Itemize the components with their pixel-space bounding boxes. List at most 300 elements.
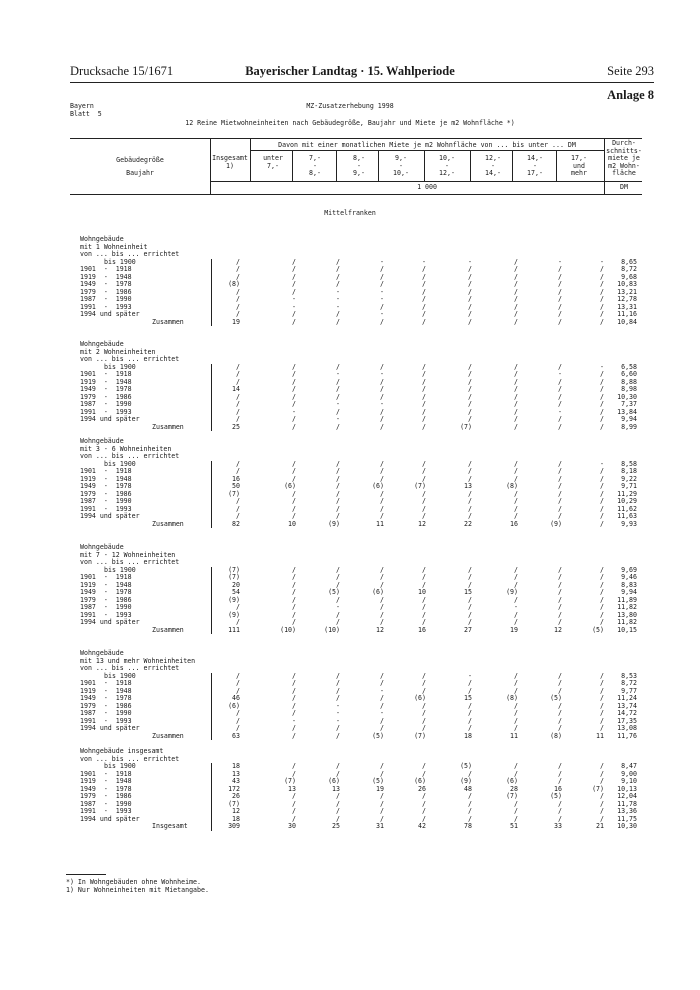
row-label: 1991 - 1993 (80, 716, 132, 725)
table-cell: - (380, 287, 384, 296)
table-cell: / (514, 295, 518, 303)
table-cell: / (600, 400, 604, 408)
table-row (0, 733, 700, 741)
table-cell: / (468, 377, 472, 386)
table-cell: / (514, 422, 518, 431)
table-row (0, 319, 700, 327)
row-label: bis 1900 (104, 762, 136, 770)
average-rent-cell: 7,37 (621, 400, 637, 408)
table-cell: / (422, 385, 426, 393)
row-label: 1919 - 1948 (80, 377, 132, 386)
table-cell: / (514, 257, 518, 266)
group-title: von ... bis ... errichtet (80, 355, 180, 363)
average-rent-cell: 13,74 (617, 701, 637, 710)
table-cell: 28 (510, 784, 518, 793)
table-cell: / (600, 762, 604, 770)
table-cell: / (380, 565, 384, 574)
col-divider (470, 150, 471, 181)
table-cell: / (292, 400, 296, 408)
table-cell: / (422, 686, 426, 695)
table-cell: / (336, 467, 340, 475)
table-cell: / (600, 565, 604, 574)
col-head-average: Durch- schnitts- miete je m2 Wohn- fläche (606, 139, 642, 177)
table-cell: / (600, 807, 604, 815)
table-cell: - (558, 257, 562, 266)
row-label: 1991 - 1993 (80, 504, 132, 513)
table-cell: / (422, 415, 426, 423)
table-cell: / (422, 467, 426, 475)
table-cell: / (468, 370, 472, 378)
table-cell: / (558, 415, 562, 423)
table-cell: 51 (510, 822, 518, 830)
table-cell: / (558, 302, 562, 311)
average-rent-cell: 11,82 (617, 618, 637, 626)
table-cell: / (558, 265, 562, 273)
table-cell: / (468, 799, 472, 808)
table-cell: / (292, 686, 296, 695)
average-rent-cell: 17,35 (617, 716, 637, 725)
table-cell: / (236, 716, 240, 725)
col-head-rent-band: 10,- - 12,- (439, 154, 455, 177)
row-label: bis 1900 (104, 257, 136, 266)
row-label: 1987 - 1990 (80, 799, 132, 808)
table-cell: / (380, 512, 384, 520)
table-cell: / (236, 272, 240, 281)
table-cell: / (236, 370, 240, 378)
table-cell: / (336, 769, 340, 778)
average-rent-cell: 11,62 (617, 504, 637, 513)
table-cell: - (292, 302, 296, 311)
table-cell: - (380, 310, 384, 318)
table-cell: - (336, 295, 340, 303)
table-cell: / (514, 370, 518, 378)
row-label: Zusammen (152, 625, 184, 634)
table-cell: / (468, 769, 472, 778)
average-rent-cell: 8,98 (621, 385, 637, 393)
row-label: 1991 - 1993 (80, 302, 132, 311)
table-cell: / (336, 686, 340, 695)
average-rent-cell: 11,89 (617, 595, 637, 604)
group-title: mit 2 Wohneinheiten (80, 347, 156, 356)
table-cell: / (292, 671, 296, 680)
table-cell: / (468, 504, 472, 513)
table-cell: / (600, 287, 604, 296)
row-label: 1979 - 1986 (80, 595, 132, 604)
table-cell: 309 (228, 822, 240, 830)
table-cell: / (336, 459, 340, 468)
average-rent-cell: 8,72 (621, 679, 637, 687)
table-cell: / (336, 362, 340, 371)
table-cell: / (514, 459, 518, 468)
average-rent-cell: 11,82 (617, 603, 637, 611)
table-cell: / (292, 317, 296, 326)
table-cell: / (292, 588, 296, 596)
table-cell: / (422, 295, 426, 303)
table-row (0, 424, 700, 432)
table-cell: / (600, 686, 604, 695)
table-subtitle: 12 Reine Mietwohneinheiten nach Gebäudegröße, Baujahr und Miete je m2 Wohnfläche *) (185, 119, 515, 127)
table-cell: / (558, 701, 562, 710)
average-rent-cell: 12,04 (617, 792, 637, 800)
table-cell: / (600, 588, 604, 596)
table-cell: / (558, 280, 562, 288)
table-cell: / (514, 385, 518, 393)
table-cell: / (558, 807, 562, 815)
table-cell: 11 (596, 731, 604, 740)
survey-title: MZ-Zusatzerhebung 1998 (306, 102, 394, 110)
table-cell: / (600, 497, 604, 505)
table-row (0, 513, 700, 521)
row-label: 1987 - 1990 (80, 295, 132, 303)
table-cell: - (380, 709, 384, 717)
table-cell: / (600, 512, 604, 520)
table-cell: / (558, 392, 562, 401)
table-cell: (8) (228, 280, 240, 288)
table-cell: 15 (464, 588, 472, 596)
row-label: 1919 - 1948 (80, 686, 132, 695)
table-cell: / (380, 716, 384, 725)
table-cell: 11 (510, 731, 518, 740)
table-cell: / (558, 686, 562, 695)
table-cell: / (422, 618, 426, 626)
table-cell: 25 (332, 822, 340, 830)
row-label: 1949 - 1978 (80, 385, 132, 393)
state-label: Bayern (70, 102, 94, 110)
table-cell: / (380, 701, 384, 710)
average-rent-cell: 10,13 (617, 784, 637, 793)
table-cell: / (558, 580, 562, 589)
table-cell: / (558, 497, 562, 505)
table-cell: / (558, 467, 562, 475)
average-rent-cell: 9,00 (621, 769, 637, 778)
table-cell: / (600, 295, 604, 303)
table-cell: / (468, 610, 472, 619)
table-cell: / (336, 272, 340, 281)
table-cell: / (600, 317, 604, 326)
table-cell: / (380, 799, 384, 808)
table-cell: / (600, 385, 604, 393)
table-cell: / (514, 799, 518, 808)
table-cell: / (600, 519, 604, 528)
table-cell: / (468, 701, 472, 710)
group-title: von ... bis ... errichtet (80, 664, 180, 672)
group-divider (211, 259, 212, 327)
table-cell: (6) (228, 701, 240, 710)
table-cell: / (468, 272, 472, 281)
table-cell: / (292, 385, 296, 393)
table-cell: / (514, 415, 518, 423)
group-divider (211, 763, 212, 831)
group-title: mit 1 Wohneinheit (80, 242, 148, 251)
group-title: Wohngebäude (80, 649, 124, 657)
table-cell: / (292, 595, 296, 604)
table-cell: / (600, 595, 604, 604)
table-cell: / (236, 467, 240, 475)
average-rent-cell: 11,16 (617, 310, 637, 318)
table-cell: / (468, 280, 472, 288)
table-cell: 50 (232, 482, 240, 490)
table-cell: / (514, 497, 518, 505)
average-rent-cell: 11,76 (617, 731, 637, 740)
table-cell: (7) (414, 482, 426, 490)
table-cell: / (468, 400, 472, 408)
average-rent-cell: 8,58 (621, 459, 637, 468)
sheet-label: Blatt 5 (70, 110, 102, 118)
table-cell: / (514, 287, 518, 296)
row-label: 1979 - 1986 (80, 287, 132, 296)
table-cell: / (558, 603, 562, 611)
table-cell: - (468, 257, 472, 266)
table-cell: 31 (376, 822, 384, 830)
row-label: 1979 - 1986 (80, 701, 132, 710)
table-cell: 15 (464, 694, 472, 702)
table-cell: / (422, 489, 426, 498)
table-cell: / (236, 512, 240, 520)
table-cell: - (468, 671, 472, 680)
table-cell: / (422, 272, 426, 281)
table-cell: / (236, 310, 240, 318)
row-label: 1919 - 1948 (80, 272, 132, 281)
row-label: 1949 - 1978 (80, 784, 132, 793)
table-cell: / (600, 603, 604, 611)
table-cell: / (292, 257, 296, 266)
table-cell: - (292, 295, 296, 303)
table-cell: / (558, 709, 562, 717)
table-cell: / (292, 603, 296, 611)
span-rule (250, 150, 604, 151)
table-cell: (5) (372, 777, 384, 785)
table-cell: / (514, 671, 518, 680)
row-label: 1987 - 1990 (80, 497, 132, 505)
table-cell: / (558, 272, 562, 281)
table-cell: / (558, 671, 562, 680)
table-cell: 11 (376, 519, 384, 528)
table-cell: / (600, 701, 604, 710)
table-cell: / (468, 415, 472, 423)
table-cell: / (236, 265, 240, 273)
table-cell: / (468, 724, 472, 732)
table-cell: / (558, 377, 562, 386)
table-cell: / (336, 280, 340, 288)
average-rent-cell: 9,93 (621, 519, 637, 528)
table-cell: / (422, 302, 426, 311)
table-cell: / (336, 497, 340, 505)
table-cell: / (292, 799, 296, 808)
row-label: 1901 - 1918 (80, 467, 132, 475)
row-label: Zusammen (152, 519, 184, 528)
footnote: 1) Nur Wohneinheiten mit Mietangabe. (66, 886, 209, 894)
table-cell: / (422, 377, 426, 386)
table-cell: / (292, 769, 296, 778)
table-cell: (7) (506, 792, 518, 800)
table-cell: / (514, 701, 518, 710)
table-cell: 13 (232, 769, 240, 778)
table-cell: / (292, 280, 296, 288)
table-cell: (9) (228, 610, 240, 619)
table-cell: (9) (550, 519, 562, 528)
row-label: 1994 und später (80, 814, 140, 823)
table-cell: / (292, 265, 296, 273)
table-cell: / (336, 610, 340, 619)
table-cell: / (292, 310, 296, 318)
table-cell: / (514, 310, 518, 318)
table-cell: / (292, 362, 296, 371)
table-cell: (10) (280, 625, 296, 634)
average-rent-cell: 9,69 (621, 565, 637, 574)
table-cell: / (514, 317, 518, 326)
table-cell: / (514, 565, 518, 574)
table-cell: / (422, 422, 426, 431)
table-cell: / (600, 310, 604, 318)
table-cell: / (514, 265, 518, 273)
table-cell: - (600, 362, 604, 371)
row-label: 1994 und später (80, 618, 140, 626)
table-cell: / (380, 504, 384, 513)
table-cell: (5) (550, 694, 562, 702)
table-cell: / (292, 459, 296, 468)
table-row (0, 823, 700, 831)
table-cell: / (600, 280, 604, 288)
table-cell: / (558, 618, 562, 626)
table-cell: / (336, 573, 340, 581)
table-cell: / (422, 814, 426, 823)
table-cell: / (336, 762, 340, 770)
average-rent-cell: 8,18 (621, 467, 637, 475)
table-cell: (6) (506, 777, 518, 785)
table-cell: / (600, 694, 604, 702)
table-cell: / (468, 489, 472, 498)
col-head-span: Davon mit einer monatlichen Miete je m2 Wohnfläche von ... bis unter ... DM (278, 141, 576, 149)
table-cell: 54 (232, 588, 240, 596)
table-cell: / (336, 799, 340, 808)
table-cell: / (336, 474, 340, 483)
table-cell: / (514, 580, 518, 589)
row-label: 1949 - 1978 (80, 588, 132, 596)
table-cell: 14 (232, 385, 240, 393)
table-cell: / (380, 679, 384, 687)
table-cell: / (558, 724, 562, 732)
table-cell: / (422, 807, 426, 815)
group-divider (211, 673, 212, 741)
table-cell: / (336, 724, 340, 732)
table-cell: 12 (376, 625, 384, 634)
average-rent-cell: 9,77 (621, 686, 637, 695)
table-cell: / (422, 762, 426, 770)
average-rent-cell: 13,08 (617, 724, 637, 732)
row-label: Zusammen (152, 317, 184, 326)
table-cell: / (422, 701, 426, 710)
row-label: 1979 - 1986 (80, 792, 132, 800)
table-cell: / (380, 595, 384, 604)
table-cell: / (514, 807, 518, 815)
table-cell: / (600, 370, 604, 378)
table-cell: - (336, 709, 340, 717)
group-title: Wohngebäude (80, 340, 124, 348)
table-cell: / (422, 573, 426, 581)
row-label: 1901 - 1918 (80, 265, 132, 273)
table-cell: / (600, 392, 604, 401)
table-cell: 26 (418, 784, 426, 793)
table-cell: - (380, 295, 384, 303)
table-cell: / (514, 512, 518, 520)
table-cell: (5) (328, 588, 340, 596)
table-cell: / (236, 362, 240, 371)
row-label: 1949 - 1978 (80, 280, 132, 288)
table-cell: / (422, 512, 426, 520)
table-cell: / (422, 709, 426, 717)
table-cell: (8) (506, 694, 518, 702)
table-cell: / (380, 671, 384, 680)
table-cell: / (422, 370, 426, 378)
table-cell: / (292, 504, 296, 513)
table-cell: (9) (506, 588, 518, 596)
table-cell: / (422, 565, 426, 574)
table-cell: / (468, 474, 472, 483)
publisher-title: Bayerischer Landtag · 15. Wahlperiode (245, 64, 455, 78)
row-label: Insgesamt (152, 822, 188, 830)
row-label: 1994 und später (80, 724, 140, 732)
table-cell: / (558, 777, 562, 785)
table-cell: / (600, 474, 604, 483)
table-cell: / (600, 482, 604, 490)
table-cell: 42 (418, 822, 426, 830)
group-title: von ... bis ... errichtet (80, 754, 180, 763)
unit-rule (210, 181, 642, 182)
table-cell: 12 (418, 519, 426, 528)
table-cell: / (422, 474, 426, 483)
table-cell: (5) (372, 731, 384, 740)
table-cell: - (336, 415, 340, 423)
table-cell: / (514, 302, 518, 311)
table-cell: / (514, 686, 518, 695)
table-cell: / (600, 618, 604, 626)
table-cell: / (422, 671, 426, 680)
col-head-rent-band: 8,- - 9,- (353, 154, 365, 177)
page-number: Seite 293 (607, 64, 654, 78)
table-cell: 18 (232, 762, 240, 770)
table-cell: / (380, 362, 384, 371)
group-title: Wohngebäude (80, 543, 124, 551)
table-cell: (6) (414, 777, 426, 785)
table-cell: / (514, 573, 518, 581)
table-cell: / (468, 385, 472, 393)
row-head-size: Gebäudegröße (116, 156, 164, 164)
table-cell: 27 (464, 625, 472, 634)
average-rent-cell: 10,84 (617, 317, 637, 326)
table-cell: (7) (414, 731, 426, 740)
table-cell: / (336, 392, 340, 401)
table-cell: - (336, 370, 340, 378)
table-cell: / (600, 489, 604, 498)
group-title: von ... bis ... errichtet (80, 250, 180, 258)
col-divider (424, 150, 425, 181)
table-cell: / (514, 467, 518, 475)
table-cell: / (336, 310, 340, 318)
table-cell: / (380, 603, 384, 611)
table-cell: 13 (288, 784, 296, 793)
table-cell: (7) (228, 573, 240, 581)
table-cell: / (600, 573, 604, 581)
table-cell: / (558, 573, 562, 581)
table-cell: / (468, 362, 472, 371)
table-cell: / (422, 265, 426, 273)
table-cell: / (422, 679, 426, 687)
table-cell: / (514, 709, 518, 717)
table-cell: 13 (332, 784, 340, 793)
group-title: mit 7 - 12 Wohneinheiten (80, 550, 176, 559)
table-cell: (6) (414, 694, 426, 702)
table-cell: 16 (510, 519, 518, 528)
